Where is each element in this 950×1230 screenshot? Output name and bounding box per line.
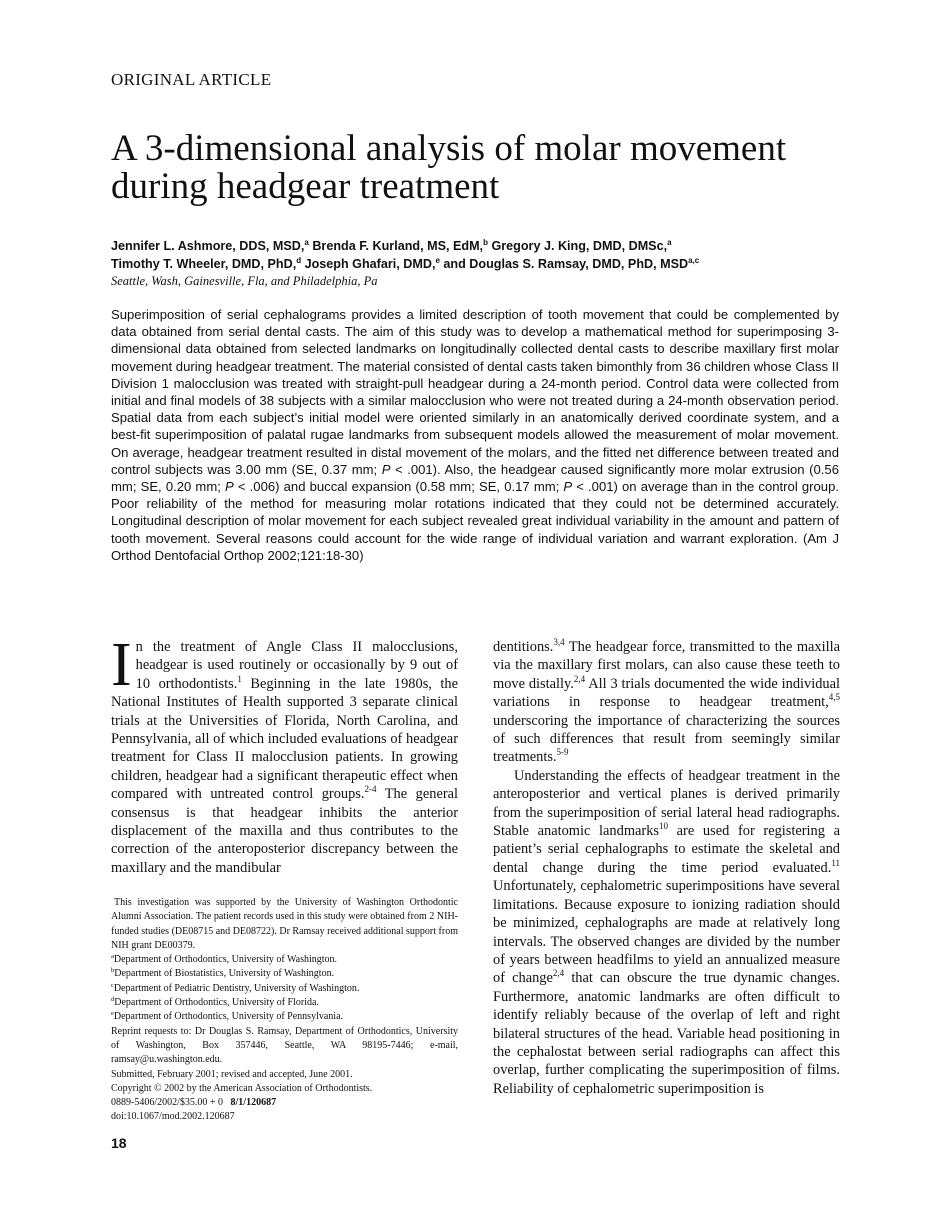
affiliation-marker: c — [111, 981, 114, 989]
body-text: dentitions. — [493, 639, 554, 655]
affiliation-marker: b — [483, 238, 488, 247]
affiliation-marker: a,c — [688, 256, 700, 265]
reference-marker: 1 — [237, 673, 242, 684]
section-label: ORIGINAL ARTICLE — [111, 70, 272, 89]
body-paragraph — [493, 767, 840, 1098]
reference-marker: 2,4 — [573, 673, 586, 684]
body-text: that can obscure the true dynamic changes. Furthermore, anatomic landmarks are often difficult to identify reliably because of the overlap of left and right bilateral structures of the head. Variable head positioning in the cephalostat between serial radiographs can affect this overlap, further complicating the superimposition of films. Reliability of cephalometric superimposition is — [493, 970, 841, 1097]
affiliation-text: Department of Biostatistics, University of Washington. — [114, 968, 335, 980]
author-locations: Seattle, Wash, Gainesville, Fla, and Philadelphia, Pa — [111, 274, 378, 288]
body-column-right — [493, 638, 840, 1098]
body-text: The general consensus is that headgear inhibits the anterior displacement of the maxilla and thus contributes to the correction of the anteroposterior discrepancy between the maxillary and the mandibular — [111, 786, 459, 876]
body-text: Beginning in the late 1980s, the National Institutes of Health supported 3 separate clinical trials at the Universities of Florida, North Carolina, and Pennsylvania, all of which included evaluations of headgear treatment for Class II malocclusion patients. In growing children, headgear had a significant therapeutic effect when compared with untreated control groups. — [111, 675, 458, 803]
body-text: All 3 trials documented the wide individual variations in response to headgear treatment, — [493, 675, 840, 711]
abstract-text: < .001) on average than in the control group. Poor reliability of the method for measuring molar rotations indicated that they could not be determined accurately. Longitudinal description of molar movement for each subject revealed great individual variability in the amount and pattern of tooth movement. Several reasons could account for the wide range of individual variation and warrant exploration. (Am J Orthod Dentofacial Orthop 2002;121:18-30) — [111, 479, 839, 563]
author-name: Joseph Ghafari, DMD, — [301, 257, 436, 271]
doi-note: doi:10.1067/mod.2002.120687 — [111, 1111, 235, 1123]
body-text: n the treatment of Angle Class II malocclusions, headgear is used routinely or occasionally by 9 out of 10 orthodontists. — [135, 639, 458, 692]
affiliation-text: Department of Orthodontics, University of Florida. — [114, 997, 319, 1009]
issn-code: 8/1/120687 — [230, 1097, 277, 1109]
p-value-symbol: P — [563, 479, 573, 495]
p-value-symbol: P — [225, 479, 234, 495]
funding-note: This investigation was supported by the University of Washington Orthodontic Alumni Association. The patient records used in this study were obtained from 2 NIH-funded studies (DE08715 and DE08722). Dr Ramsay received additional support from NIH grant DE00379. — [111, 897, 458, 951]
reference-marker: 3,4 — [553, 637, 565, 647]
abstract — [111, 306, 839, 564]
issn-note — [111, 1096, 458, 1110]
reference-marker: 4,5 — [828, 692, 840, 703]
affiliation-note — [111, 1010, 458, 1024]
author-name: Gregory J. King, DMD, DMSc, — [487, 239, 668, 253]
reference-marker: 2,4 — [552, 968, 565, 979]
reprint-request-note: Reprint requests to: Dr Douglas S. Ramsay, Department of Orthodontics, University of Washington, Box 357446, Seattle, WA 98195-7446; e-mail, ramsay@u.washington.edu. — [111, 1025, 458, 1066]
body-paragraph — [493, 638, 840, 767]
footnotes — [111, 896, 458, 1125]
copyright-note: Copyright © 2002 by the American Association of Orthodontists. — [111, 1082, 373, 1094]
affiliation-marker: d — [111, 996, 115, 1004]
author-name: Jennifer L. Ashmore, DDS, MSD, — [111, 239, 305, 253]
reference-marker: 10 — [659, 821, 668, 832]
body-text: The headgear force, transmitted to the maxilla via the maxillary first molars, can also cause these teeth to move distally. — [493, 639, 840, 692]
affiliation-note — [111, 953, 458, 967]
body-column-left — [111, 631, 459, 877]
author-name: Brenda F. Kurland, MS, EdM, — [308, 239, 484, 253]
abstract-text: < .006) and buccal expansion (0.58 mm; SE, 0.17 mm; — [233, 479, 564, 495]
author-list — [111, 237, 851, 273]
abstract-text: < .001). Also, the headgear caused significantly more molar extrusion (0.56 mm; SE, 0.20 mm; — [111, 461, 839, 495]
body-text: are used for registering a patient’s serial cephalographs to estimate the skeletal and dental change during the time period evaluated. — [493, 823, 840, 876]
issn-text: 0889-5406/2002/$35.00 + 0 — [111, 1097, 224, 1109]
reference-marker: 5-9 — [556, 747, 569, 758]
affiliation-note — [111, 996, 458, 1010]
affiliation-text: Department of Orthodontics, University of Pennsylvania. — [113, 1011, 344, 1023]
page-number: 18 — [111, 1135, 127, 1151]
affiliation-marker: a — [667, 238, 672, 247]
p-value-symbol: P — [381, 461, 391, 477]
author-name: and Douglas S. Ramsay, DMD, PhD, MSD — [439, 257, 689, 271]
author-name: Timothy T. Wheeler, DMD, PhD, — [111, 257, 297, 271]
drop-cap: I — [111, 631, 132, 699]
body-text: underscoring the importance of characterizing the sources of such differences that result from seemingly similar treatments. — [493, 712, 840, 766]
affiliation-marker: b — [111, 967, 115, 975]
article-title: A 3-dimensional analysis of molar movement during headgear treatment — [111, 128, 787, 207]
body-text: Understanding the effects of headgear treatment in the anteroposterior and vertical planes is derived primarily from the superimposition of serial lateral head radiographs. Stable anatomic landmarks — [493, 767, 840, 840]
reference-marker: 2-4 — [364, 784, 377, 795]
reference-marker: 11 — [831, 857, 840, 868]
affiliation-marker: a — [111, 953, 114, 961]
affiliation-marker: d — [296, 256, 302, 265]
affiliation-note — [111, 967, 458, 981]
affiliation-marker: e — [111, 1010, 114, 1018]
author-line-1 — [111, 237, 851, 255]
submission-note: Submitted, February 2001; revised and accepted, June 2001. — [111, 1068, 353, 1080]
author-line-2 — [111, 255, 851, 273]
affiliation-text: Department of Pediatric Dentistry, University of Washington. — [113, 982, 360, 994]
affiliation-marker: a — [304, 238, 309, 247]
body-paragraph — [111, 631, 459, 877]
affiliation-marker: e — [435, 256, 440, 265]
affiliation-text: Department of Orthodontics, University of Washington. — [113, 954, 338, 966]
affiliation-note — [111, 982, 458, 996]
body-text: Unfortunately, cephalometric superimpositions have several limitations. Because exposure to ionizing radiation should be minimized, cephalographs are made at relatively long intervals. The observed changes are divided by the number of years between headfilms to yield an annualized measure of change — [493, 878, 840, 987]
abstract-text: Superimposition of serial cephalograms provides a limited description of tooth movement that could be complemented by data obtained from serial dental casts. The aim of this study was to develop a mathematical method for superimposing 3-dimensional data obtained from selected landmarks on longitudinally collected dental casts to describe maxillary first molar movement during headgear treatment. The material consisted of dental casts taken bimonthly from 36 children whose Class II Division 1 malocclusion was treated with straight-pull headgear during a 24-month period. Control data were collected from initial and final models of 38 subjects with a similar malocclusion who were not treated during a 24-month observation period. Spatial data from each subject’s initial model were oriented similarly in an anatomically derived coordinate system, and a best-fit superimposition of palatal rugae landmarks from subsequent models allowed the measurement of molar movement. On average, headgear treatment resulted in distal movement of the molars, and the fitted net difference between treated and control subjects was 3.00 mm (SE, 0.37 mm; — [111, 307, 839, 477]
